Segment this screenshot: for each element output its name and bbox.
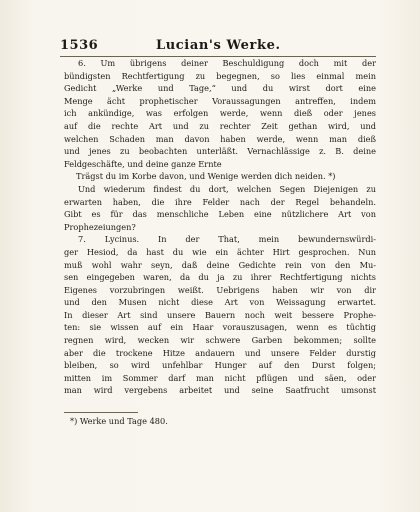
text-line: In dieser Art sind unsere Bauern noch weit bessere Prophe- [64,309,376,320]
text-line: Gedicht „Werke und Tage,“ und du wirst dort eine [64,83,376,94]
text-line: Feldgeschäfte, und deine ganze Ernte [64,158,222,169]
text-line: muß wohl wahr seyn, daß deine Gedichte rein von den Mu- [64,259,376,270]
text-line: 6. Um übrigens deiner Beschuldigung doch mit der [78,58,376,68]
running-head: Lucian's Werke. [156,38,281,53]
text-line: bündigsten Rechtfertigung zu begegnen, so lies einmal mein [64,70,376,81]
text-line: ich ankündige, was erfolgen werde, wenn dieß oder jenes [64,108,376,119]
body-text [64,57,376,397]
text-line: bleiben, so wird unfehlbar Hunger auf den Durst folgen; [64,360,376,371]
footnote: *) Werke und Tage 480. [70,416,168,426]
text-line: Eigenes vorzubringen weißt. Uebrigens haben wir von dir [64,284,376,295]
text-line: welchen Schaden man davon haben werde, wenn man dieß [64,133,376,144]
text-line: mitten im Sommer darf man nicht pflügen und säen, oder [64,372,376,383]
text-line: und jenes zu beobachten unterläßt. Vernachlässige z. B. deine [64,146,376,157]
text-line: ger Hesiod, da hast du wie ein ächter Hirt gesprochen. Nun [64,246,376,257]
text-line: man wird vergebens arbeitet und seine Saatfrucht umsonst [64,385,376,396]
text-line: sen eingegeben waren, da du ja zu ihrer Rechtfertigung nichts [64,272,376,283]
text-line: Gibt es für das menschliche Leben eine nützlichere Art von [64,209,376,220]
text-line: und den Musen nicht diese Art von Weissagung erwartet. [64,297,376,308]
text-line: Menge ächt prophetischer Voraussagungen antreffen, indem [64,95,376,106]
text-line: 7. Lycinus. In der That, mein bewundernswürdi- [78,234,376,245]
footnote-rule [64,412,138,413]
page-header [60,38,376,54]
text-line: Und wiederum findest du dort, welchen Segen Diejenigen zu [78,183,376,194]
verse-quotation: Trägst du im Korbe davon, und Wenige werden dich neiden. *) [76,171,336,182]
text-line: aber die trockene Hitze andauern und unsere Felder durstig [64,347,376,358]
text-line: regnen wird, wecken wir schwere Garben bekommen; sollte [64,335,376,346]
text-line: Prophezeiungen? [64,221,136,232]
text-line: ten: sie wissen auf ein Haar vorauszusagen, wenn es tüchtig [64,322,376,333]
page-number: 1536 [60,38,99,53]
text-line: erwarten haben, die ihre Felder nach der Regel behandeln. [64,196,376,207]
text-line: auf die rechte Art und zu rechter Zeit gethan wird, und [64,120,376,131]
